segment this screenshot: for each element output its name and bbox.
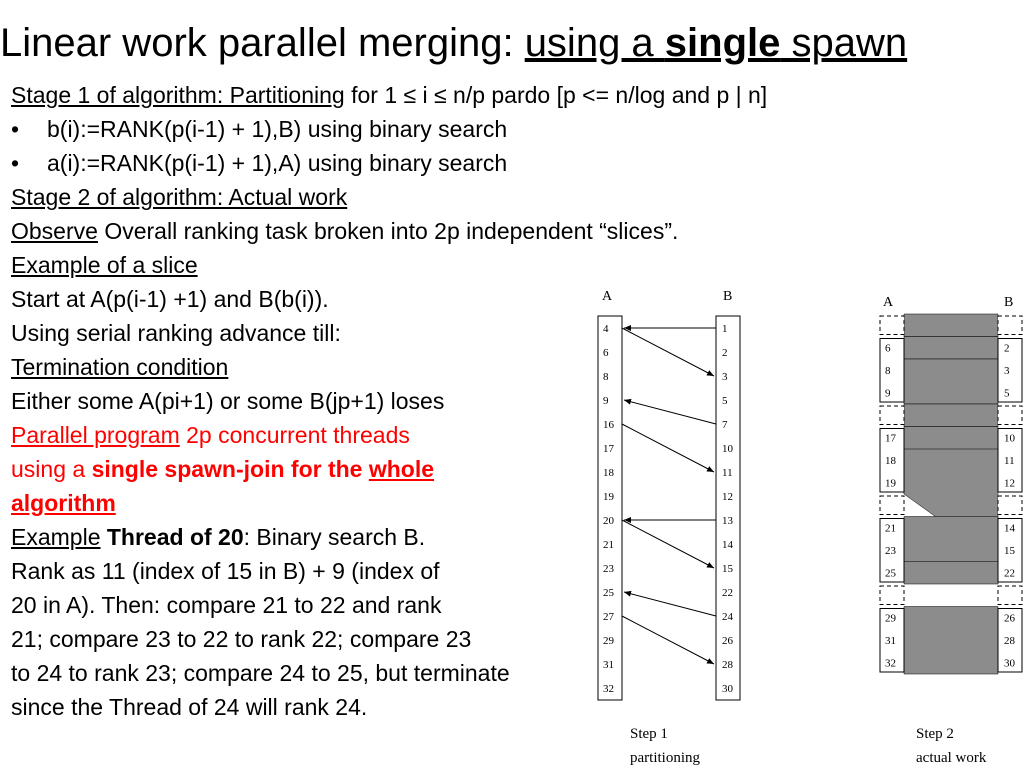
column-b-value: 24 — [722, 611, 733, 623]
line-observe — [11, 214, 1011, 248]
figure-step2-drawing — [872, 290, 1024, 768]
serial-text: Using serial ranking advance till: — [11, 320, 341, 346]
figure-step1 — [596, 284, 748, 768]
compare-21-text: 21; compare 23 to 22 to rank 22; compare 23 — [11, 626, 472, 652]
column-a-value: 8 — [885, 365, 891, 377]
slide-body — [11, 78, 1014, 724]
rank-text: Rank as 11 (index of 15 in B) + 9 (index of — [11, 558, 440, 584]
column-a-value: 32 — [885, 657, 896, 670]
column-b-value: 26 — [722, 635, 733, 647]
column-a-value: 18 — [603, 467, 614, 479]
column-a-value: 21 — [885, 522, 896, 535]
column-a-label: A — [883, 295, 894, 310]
rank-arrow-a-to-b — [622, 616, 714, 664]
column-a-value: 8 — [603, 371, 609, 383]
column-b-value: 28 — [1004, 635, 1015, 647]
column-a-value: 25 — [603, 587, 614, 599]
line-since — [11, 690, 1011, 724]
column-b-block — [998, 586, 1022, 605]
slice-polygon — [904, 314, 998, 337]
column-a-block — [880, 496, 904, 515]
title-single: single — [664, 21, 781, 65]
bullet-a — [11, 146, 1011, 180]
column-b-value: 1 — [722, 323, 728, 335]
slice-polygon — [904, 337, 998, 360]
using-text: using a — [11, 456, 92, 482]
column-b-value: 11 — [1004, 455, 1015, 467]
line-example-thread — [11, 520, 1011, 554]
bullet-a-text: a(i):=RANK(p(i-1) + 1),A) using binary search — [47, 150, 508, 176]
figure-step1-drawing — [596, 284, 748, 768]
figure-step2 — [872, 290, 1024, 768]
column-b-value: 2 — [722, 347, 728, 359]
column-a-value: 23 — [603, 563, 614, 575]
thread-of-20: Thread of 20 — [106, 524, 244, 550]
bullet-b — [11, 112, 1011, 146]
stage1-heading: Stage 1 of algorithm: Partitioning — [11, 82, 345, 108]
line-serial — [11, 316, 1011, 350]
column-b-value: 22 — [1004, 567, 1015, 580]
column-a-value: 31 — [885, 635, 896, 647]
column-b-block — [998, 339, 1022, 403]
caption-step: Step 2 — [916, 726, 954, 742]
column-a-value: 17 — [603, 443, 614, 455]
column-b-label: B — [1004, 295, 1014, 310]
title-main: Linear work parallel merging: — [0, 21, 525, 65]
caption-actual-work: actual work — [916, 750, 987, 766]
slice-polygon — [904, 359, 998, 404]
title-underlined — [525, 21, 907, 65]
column-a-value: 9 — [885, 387, 891, 400]
line-using — [11, 452, 1011, 486]
compare-23-text: to 24 to rank 23; compare 24 to 25, but terminate — [11, 660, 510, 686]
single-spawn-text: single spawn-join for the — [91, 456, 369, 482]
line-algorithm — [11, 486, 1011, 520]
either-text: Either some A(pi+1) or some B(jp+1) loses — [11, 388, 445, 414]
column-b-value: 7 — [722, 419, 728, 431]
column-a-block — [880, 586, 904, 605]
column-b-value: 2 — [1004, 342, 1010, 355]
column-a-value: 29 — [603, 635, 614, 647]
column-b-block — [998, 496, 1022, 515]
column-a-value: 20 — [603, 515, 614, 527]
column-a-block — [880, 406, 904, 425]
line-compare-23 — [11, 656, 1011, 690]
column-a-value: 9 — [603, 395, 609, 407]
column-b-value: 14 — [722, 539, 733, 551]
rank-arrow-a-to-b — [622, 424, 714, 472]
column-a-value: 19 — [885, 477, 896, 490]
example-slice-heading: Example of a slice — [11, 252, 198, 278]
column-a-value: 16 — [603, 419, 614, 431]
line-compare-21 — [11, 622, 1011, 656]
slice-polygon — [904, 607, 998, 675]
line-20-in-a — [11, 588, 1011, 622]
column-b-value: 13 — [722, 515, 733, 527]
line-rank — [11, 554, 1011, 588]
column-a-value: 19 — [603, 491, 614, 503]
line-parallel — [11, 418, 1011, 452]
column-b-value: 5 — [1004, 387, 1010, 400]
column-b-value: 30 — [722, 683, 733, 695]
column-b-value: 3 — [1004, 365, 1010, 377]
column-a-value: 21 — [603, 539, 614, 551]
column-b-value: 10 — [1004, 432, 1015, 445]
observe-text: Overall ranking task broken into 2p independent “slices”. — [97, 218, 679, 244]
column-b-value: 22 — [722, 587, 733, 599]
column-a-value: 23 — [885, 545, 896, 557]
column-a-value: 18 — [885, 455, 896, 467]
column-b-value: 15 — [722, 563, 733, 575]
example-label: Example — [11, 524, 101, 550]
line-either — [11, 384, 1011, 418]
bullet-mark: • — [11, 116, 20, 142]
column-a-value: 25 — [885, 567, 896, 580]
stage2-heading: Stage 2 of algorithm: Actual work — [11, 184, 348, 210]
column-b-value: 10 — [722, 443, 733, 455]
column-b-value: 3 — [722, 371, 728, 383]
column-a-value: 4 — [603, 323, 609, 335]
column-b-value: 11 — [722, 467, 733, 479]
slice-polygon — [904, 404, 998, 427]
column-b-value: 15 — [1004, 545, 1015, 557]
whole-text: whole — [368, 456, 435, 482]
column-a-value: 27 — [603, 611, 614, 623]
rank-arrow-b-to-a — [624, 400, 716, 424]
column-b-value: 28 — [722, 659, 733, 671]
column-b-label: B — [723, 289, 733, 304]
column-b-value: 12 — [722, 491, 733, 503]
column-b-block — [998, 406, 1022, 425]
line-start — [11, 282, 1014, 316]
caption-partitioning: partitioning — [630, 750, 700, 766]
column-b-value: 5 — [722, 395, 728, 407]
title-using-a: using a — [524, 21, 665, 65]
start-text: Start at A(p(i-1) +1) and B(b(i)). — [11, 286, 329, 312]
column-b-block — [998, 316, 1022, 335]
line-termination — [11, 350, 1011, 384]
rank-arrow-b-to-a — [624, 592, 716, 616]
bullet-mark: • — [11, 150, 20, 176]
slide-title — [0, 18, 907, 68]
since-text: since the Thread of 24 will rank 24. — [11, 694, 368, 720]
bullet-b-text: b(i):=RANK(p(i-1) + 1),B) using binary search — [47, 116, 508, 142]
column-a-value: 17 — [885, 432, 896, 445]
line-example-slice — [11, 248, 1011, 282]
algorithm-text: algorithm — [11, 490, 116, 516]
column-a-value: 6 — [603, 347, 609, 359]
column-b-value: 30 — [1004, 657, 1015, 670]
column-b-value: 12 — [1004, 477, 1015, 490]
column-a-value: 29 — [885, 612, 896, 625]
parallel-text: 2p concurrent threads — [179, 422, 410, 448]
column-a-block — [880, 339, 904, 403]
column-a-value: 32 — [603, 683, 614, 695]
line-stage1 — [11, 78, 1011, 112]
column-a-value: 31 — [603, 659, 614, 671]
rank-arrow-a-to-b — [622, 328, 714, 376]
20-in-a-text: 20 in A). Then: compare 21 to 22 and rank — [11, 592, 442, 618]
rank-arrow-a-to-b — [622, 520, 714, 568]
observe-label: Observe — [11, 218, 98, 244]
column-a-block — [880, 316, 904, 335]
column-a-value: 6 — [885, 342, 891, 355]
column-b-value: 14 — [1004, 522, 1015, 535]
parallel-program-label: Parallel program — [11, 422, 180, 448]
stage1-text: for 1 ≤ i ≤ n/p pardo [p <= n/log and p | n] — [344, 82, 768, 108]
slice-polygon — [904, 562, 998, 585]
title-spawn: spawn — [780, 21, 908, 65]
line-stage2 — [11, 180, 1011, 214]
termination-heading: Termination condition — [11, 354, 229, 380]
binary-search-text: : Binary search B. — [243, 524, 426, 550]
caption-step: Step 1 — [630, 726, 668, 742]
column-a-label: A — [602, 289, 613, 304]
column-b-value: 26 — [1004, 612, 1015, 625]
